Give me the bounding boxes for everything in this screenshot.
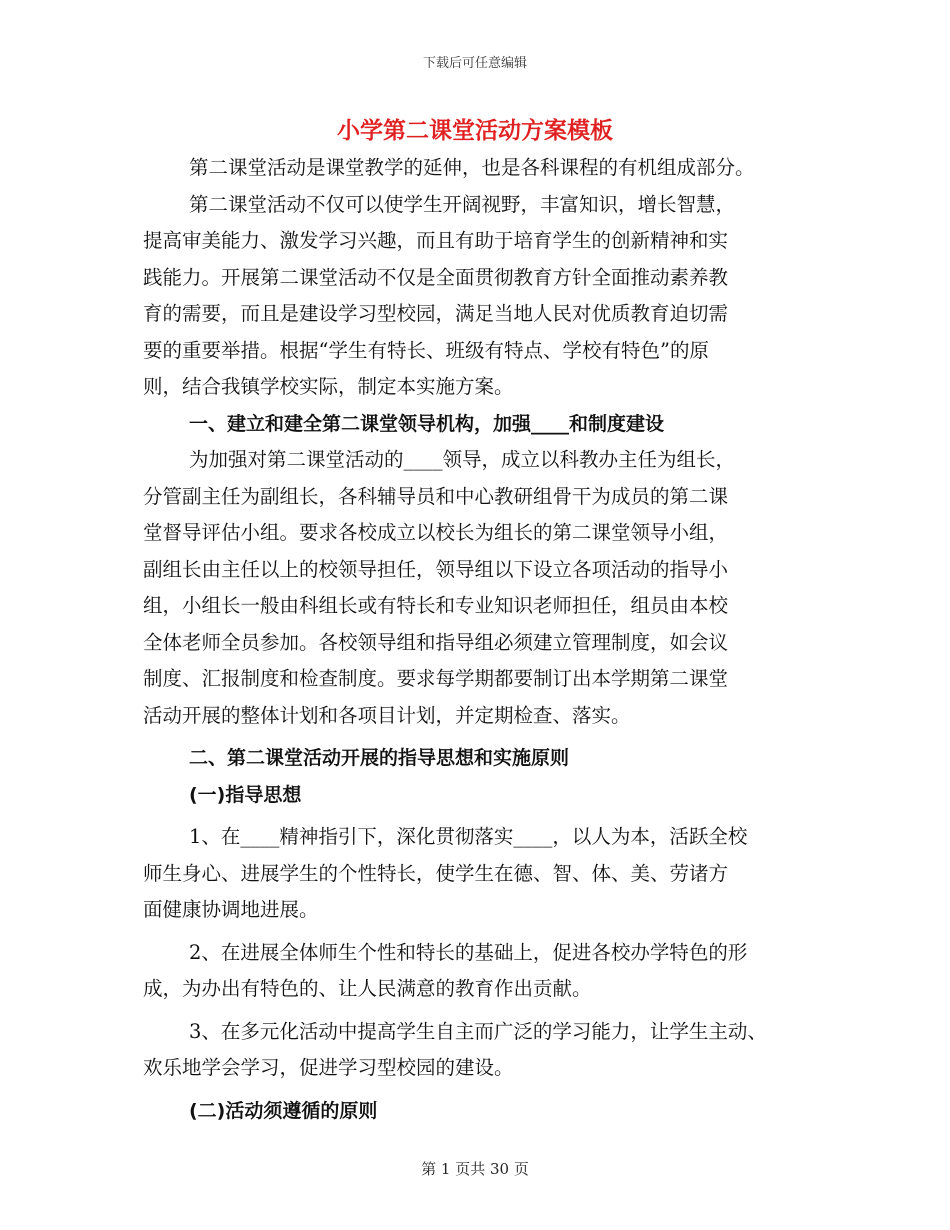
paragraph-line: 组，小组长一般由科组长或有特长和专业知识老师担任，组员由本校: [143, 594, 729, 617]
paragraph-line: 则，结合我镇学校实际，制定本实施方案。: [143, 375, 514, 398]
paragraph-line: 践能力。开展第二课堂活动不仅是全面贯彻教育方针全面推动素养教: [143, 265, 729, 289]
paragraph-line: 为加强对第二课堂活动的____领导，成立以科教办主任为组长，: [189, 448, 736, 471]
list-item-3-cont: 欢乐地学会学习，促进学习型校园的建设。: [143, 1056, 514, 1079]
header-note: 下载后可任意编辑: [422, 56, 527, 71]
paragraph-line: 全体老师全员参加。各校领导组和指导组必须建立管理制度，如会议: [143, 630, 729, 654]
subsection-heading-1: (一)指导思想: [189, 783, 302, 806]
list-item-1-cont: 面健康协调地进展。: [143, 898, 319, 921]
paragraph-line: 提高审美能力、激发学习兴趣，而且有助于培育学生的创新精神和实: [143, 229, 729, 252]
section-heading-2: 二、第二课堂活动开展的指导思想和实施原则: [189, 747, 570, 769]
section-heading-1: 一、建立和建全第二课堂领导机构，加强____和制度建设: [189, 412, 665, 435]
list-item-2-cont: 成，为办出有特色的、让人民满意的教育作出贡献。: [143, 977, 592, 1000]
list-item-3: 3、在多元化活动中提高学生自主而广泛的学习能力，让学生主动、: [189, 1019, 767, 1043]
paragraph-line: 活动开展的整体计划和各项目计划，并定期检查、落实。: [143, 703, 631, 727]
paragraph-line: 副组长由主任以上的校领导担任，领导组以下设立各项活动的指导小: [143, 557, 729, 581]
paragraph-line: 育的需要，而且是建设学习型校园，满足当地人民对优质教育迫切需: [143, 302, 729, 325]
paragraph-line: 堂督导评估小组。要求各校成立以校长为组长的第二课堂领导小组，: [143, 521, 729, 544]
list-item-1-cont: 师生身心、进展学生的个性特长，使学生在德、智、体、美、劳诸方: [143, 861, 729, 885]
list-item-2: 2、在进展全体师生个性和特长的基础上，促进各校办学特色的形: [189, 940, 748, 964]
subsection-heading-2: (二)活动须遵循的原则: [189, 1099, 378, 1122]
paragraph-line: 第二课堂活动不仅可以使学生开阔视野，丰富知识，增长智慧，: [189, 192, 736, 216]
list-item-1: 1、在____精神指引下，深化贯彻落实____，以人为本，活跃全校: [189, 825, 748, 848]
paragraph-line: 第二课堂活动是课堂教学的延伸，也是各科课程的有机组成部分。: [189, 156, 755, 179]
paragraph-line: 制度、汇报制度和检查制度。要求每学期都要制订出本学期第二课堂: [143, 667, 729, 690]
page-footer: 第 1 页共 30 页: [421, 1160, 529, 1178]
document-body: [143, 150, 811, 1129]
paragraph-line: 分管副主任为副组长，各科辅导员和中心教研组骨干为成员的第二课: [143, 484, 729, 508]
document-title: 小学第二课堂活动方案模板: [337, 118, 613, 144]
paragraph-line: 要的重要举措。根据“学生有特长、班级有特点、学校有特色”的原: [143, 338, 709, 362]
